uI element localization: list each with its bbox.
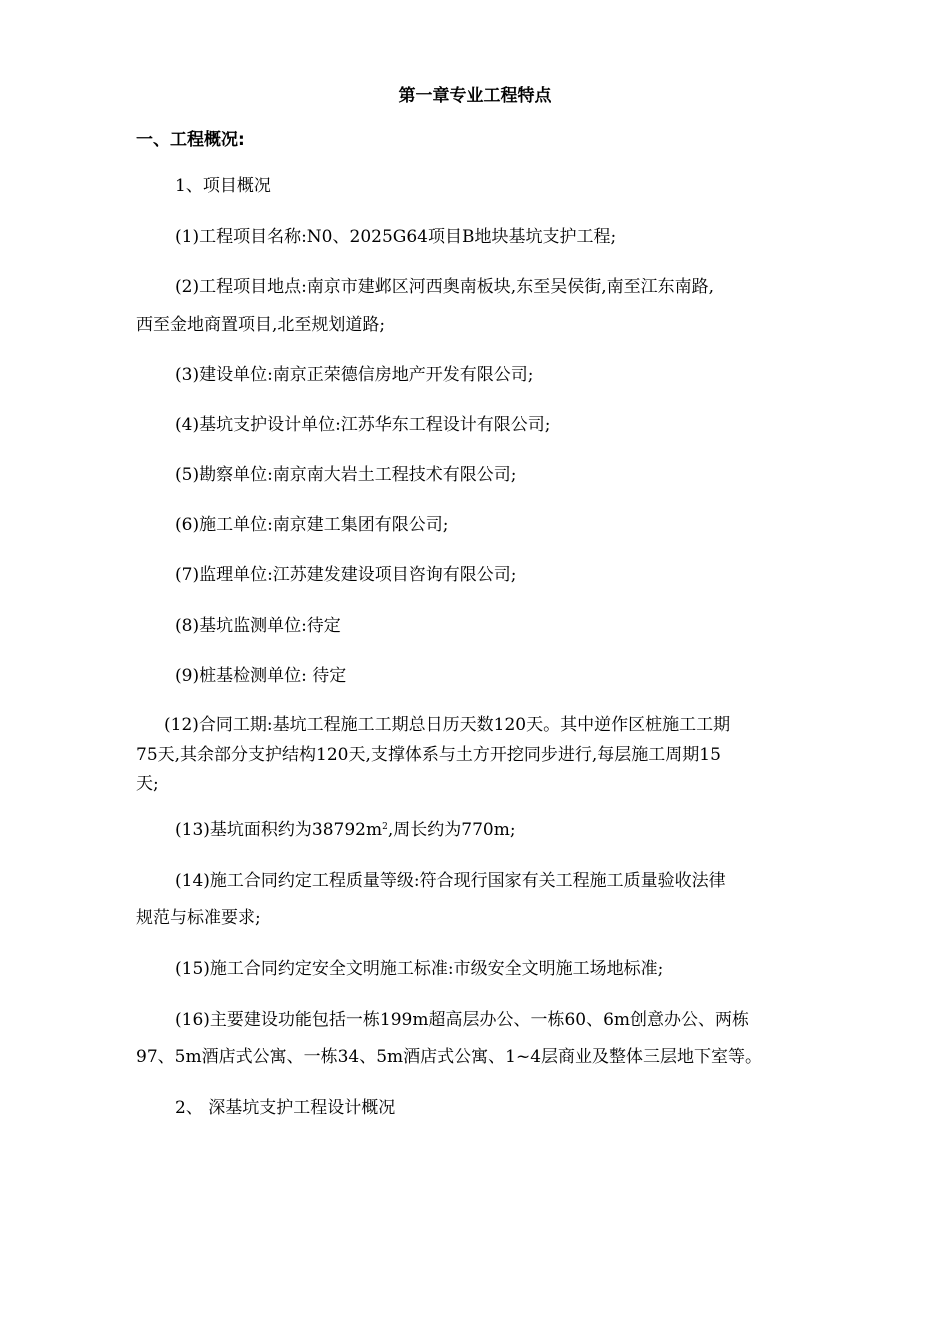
item-quality-grade-line2: 规范与标准要求;	[136, 908, 261, 928]
item-quality-grade-line1: (14)施工合同约定工程质量等级:符合现行国家有关工程施工质量验收法律	[175, 871, 726, 891]
item-pit-area	[175, 816, 516, 844]
item-main-functions-line1: (16)主要建设功能包括一栋199m超高层办公、一栋60、6m创意办公、两栋	[175, 1010, 750, 1030]
item-pit-area-superscript: 2	[382, 822, 388, 832]
item-monitoring-unit: (8)基坑监测单位:待定	[175, 616, 341, 636]
item-contract-period-line1: (12)合同工期:基坑工程施工工期总日历天数120天。其中逆作区桩施工工期	[164, 715, 731, 735]
subsection-excavation-design: 2、 深基坑支护工程设计概况	[175, 1098, 396, 1118]
subsection-project-overview: 1、项目概况	[175, 176, 271, 196]
item-main-functions-line2: 97、5m酒店式公寓、一栋34、5m酒店式公寓、1~4层商业及整体三层地下室等。	[136, 1047, 763, 1067]
item-pit-area-prefix: (13)基坑面积约为38792m	[175, 820, 383, 840]
item-supervision-unit: (7)监理单位:江苏建发建设项目咨询有限公司;	[175, 565, 517, 585]
item-contract-period-line2: 75天,其余部分支护结构120天,支撑体系与土方开挖同步进行,每层施工周期15	[136, 745, 721, 765]
item-project-name: (1)工程项目名称:N0、2025G64项目B地块基坑支护工程;	[175, 227, 617, 247]
item-pile-testing-unit: (9)桩基检测单位: 待定	[175, 666, 347, 686]
item-contractor-unit: (6)施工单位:南京建工集团有限公司;	[175, 515, 449, 535]
section-heading: 一、工程概况:	[136, 130, 245, 150]
item-pit-area-suffix: ,周长约为770m;	[387, 820, 516, 840]
item-design-unit: (4)基坑支护设计单位:江苏华东工程设计有限公司;	[175, 415, 551, 435]
item-project-location-line1: (2)工程项目地点:南京市建邺区河西奥南板块,东至吴侯街,南至江东南路,	[175, 277, 715, 297]
item-project-location-line2: 西至金地商置项目,北至规划道路;	[136, 315, 386, 335]
chapter-title: 第一章专业工程特点	[398, 86, 552, 106]
item-construction-unit: (3)建设单位:南京正荣德信房地产开发有限公司;	[175, 365, 534, 385]
item-safety-standard: (15)施工合同约定安全文明施工标准:市级安全文明施工场地标准;	[175, 959, 664, 979]
item-contract-period-line3: 天;	[136, 774, 159, 794]
item-survey-unit: (5)勘察单位:南京南大岩土工程技术有限公司;	[175, 465, 517, 485]
